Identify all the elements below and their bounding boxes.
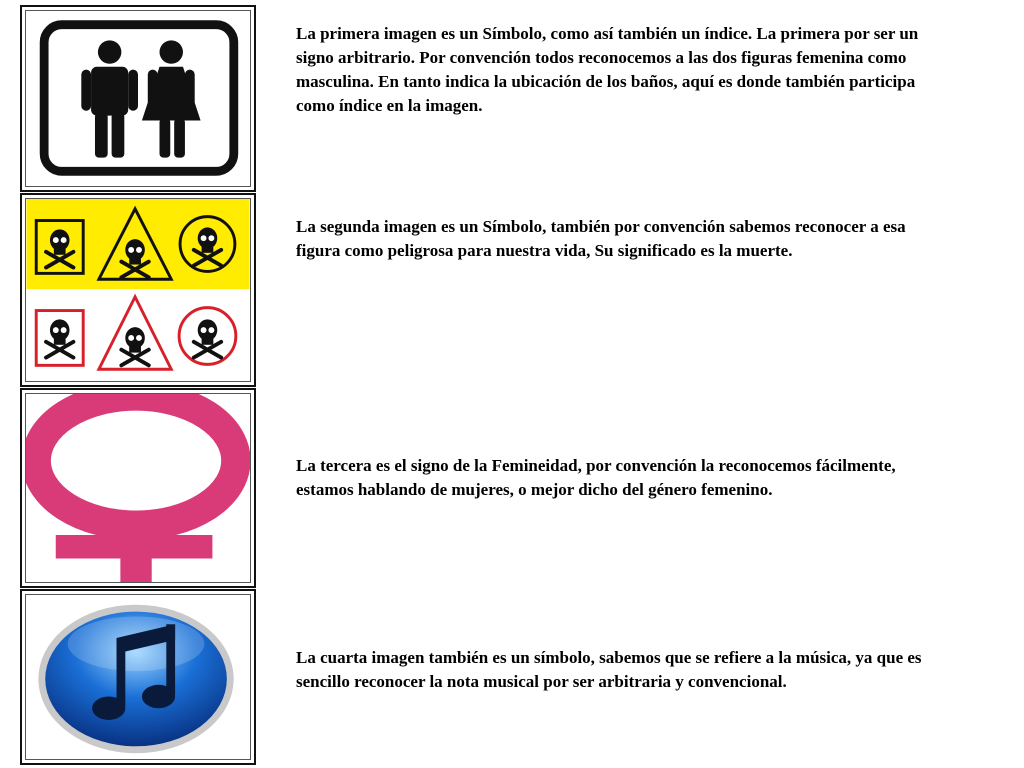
- image-frame-1: [20, 5, 256, 192]
- image-frame-2: [20, 193, 256, 387]
- image-frame-4: [20, 589, 256, 765]
- paragraph-third-image: La tercera es el signo de la Femineidad, por convención la reconocemos fácilmente, estamos hablando de mujeres, o mejor dicho del género femenino.: [296, 456, 896, 499]
- skull-crossbones-hazard-signs-icon: [26, 199, 250, 381]
- image-frame-3: [20, 388, 256, 588]
- music-note-icon: [26, 595, 250, 759]
- restroom-sign-icon: [26, 11, 250, 186]
- paragraph-fourth-image: La cuarta imagen también es un símbolo, sabemos que se refiere a la música, ya que es sencillo reconocer la nota musical por ser arbitraria y convencional.: [296, 648, 922, 691]
- man-figure-icon: [81, 40, 138, 157]
- image-column: [20, 5, 256, 765]
- paragraph-second-image: La segunda imagen es un Símbolo, también por convención sabemos reconocer a esa figura como peligrosa para nuestra vida, Su significado es la muerte.: [296, 217, 906, 260]
- paragraph-first-image: La primera imagen es un Símbolo, como así también un índice. La primera por ser un signo arbitrario. Por convención todos reconocemos a las dos figuras femenina como masculina. En tanto indica la ubicación de los baños, aquí es donde también participa como índice en la imagen.: [296, 24, 919, 115]
- female-symbol-icon: [26, 394, 250, 582]
- woman-figure-icon: [142, 40, 201, 157]
